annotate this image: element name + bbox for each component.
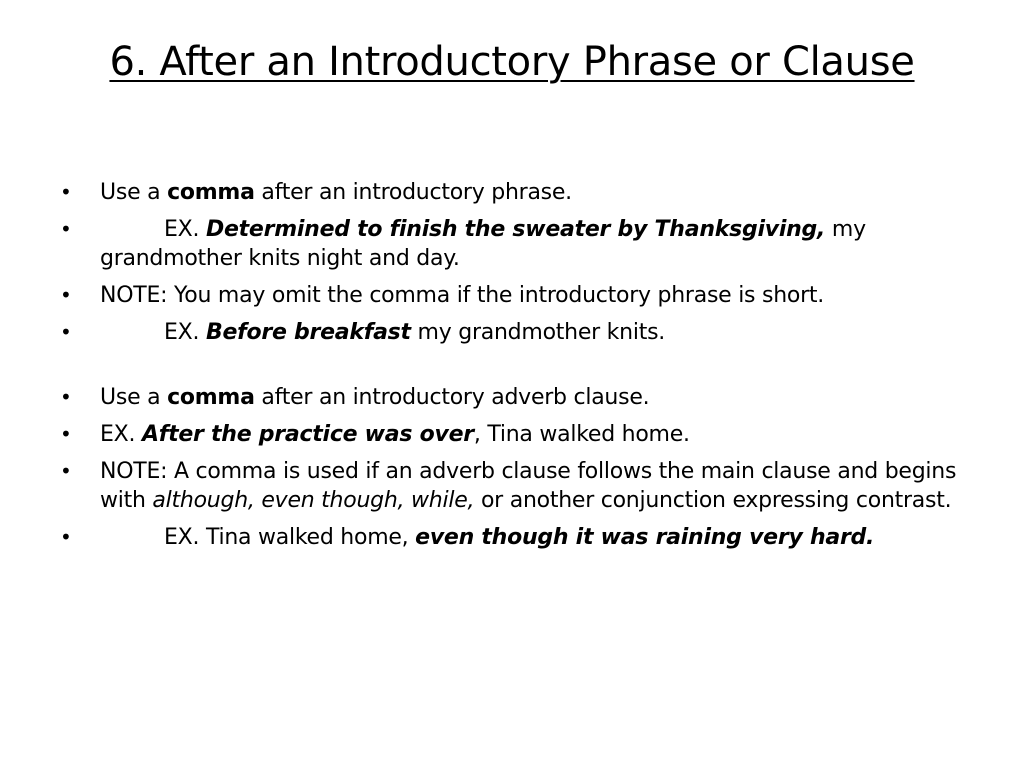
example-bold-italic: Determined to finish the sweater by Thanksgiving, [205,217,826,242]
emphasis-italic: although, even though, while, [152,488,475,513]
bullet-glyph: • [60,385,72,409]
bullet-glyph: • [60,525,72,549]
bullet-text: or another conjunction expressing contrast. [474,488,952,513]
bullet-text: my grandmother knits night and day. [100,217,866,271]
bullet-text: EX. [100,422,142,447]
bullet-text: after an introductory phrase. [254,180,572,205]
example-bold-italic: even though it was raining very hard. [415,525,875,550]
bullet-text: after an introductory adverb clause. [254,385,650,410]
bullet-glyph: • [60,459,72,483]
bullet-text: Use a [100,180,168,205]
bullet-glyph: • [60,180,72,204]
bullet-list [60,178,980,560]
bullet-text: EX. Tina walked home, [164,525,416,550]
bullet-text: , Tina walked home. [473,422,690,447]
bullet-text: EX. [164,217,206,242]
bullet-item [60,420,980,449]
bullet-glyph: • [60,217,72,241]
bullet-text: my grandmother knits. [410,320,666,345]
bullet-text: NOTE: You may omit the comma if the introductory phrase is short. [100,283,825,308]
bullet-item [60,215,980,273]
bullet-glyph: • [60,283,72,307]
emphasis-bold: comma [167,180,255,205]
bullet-glyph: • [60,422,72,446]
bullet-text: Use a [100,385,168,410]
bullet-item [60,281,980,310]
example-bold-italic: After the practice was over [141,422,474,447]
bullet-item [60,457,980,515]
bullet-text: EX. [164,320,206,345]
bullet-item [60,178,980,207]
bullet-item [60,523,980,552]
bullet-item [60,383,980,412]
bullet-item [60,318,980,347]
example-bold-italic: Before breakfast [205,320,411,345]
slide-title: 6. After an Introductory Phrase or Clause [109,39,915,85]
bullet-glyph: • [60,320,72,344]
emphasis-bold: comma [167,385,255,410]
bullet-text: NOTE: A comma is used if an adverb clause follows the main clause and begins with [100,459,957,513]
